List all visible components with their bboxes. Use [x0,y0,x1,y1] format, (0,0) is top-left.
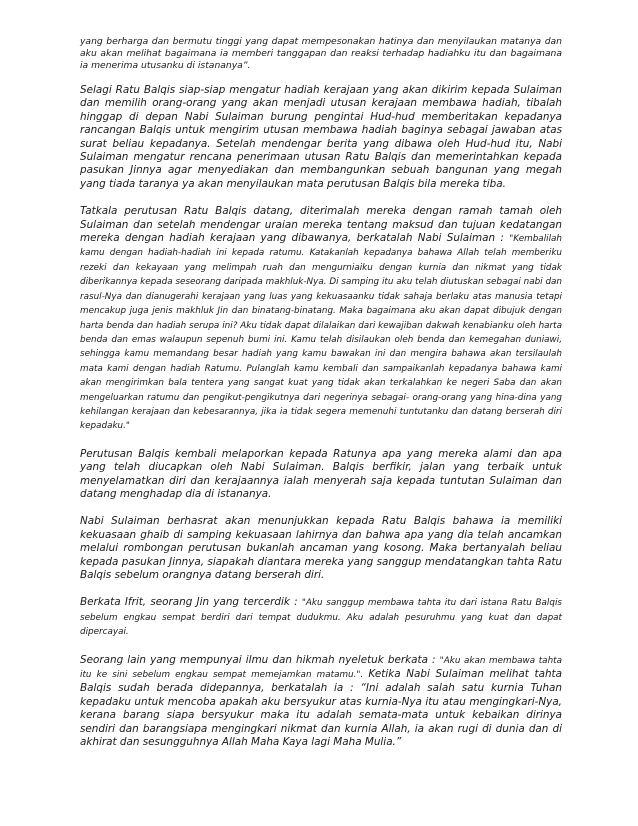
paragraph-3-intro: Tatkala perutusan Ratu Balqis datang, diterimalah mereka dengan ramah tamah oleh Sulaiman dan setelah mendengar uraian mereka tentang maksud dan tujuan kedatangan mereka dengan hadiah kerajaan yang dibawanya, berkatalah Nabi Sulaiman : [80,205,562,245]
paragraph-1-text: yang berharga dan bermutu tinggi yang dapat mempesonakan hatinya dan menyilaukan matanya dan aku akan melihat bagaimana ia memberi tanggapan dan reaksi terhadap hadiahku itu dan bagaimana ia menerima utusanku di istananya”. [80,36,562,71]
paragraph-1 [80,36,562,72]
paragraph-5 [80,515,562,582]
paragraph-7 [80,654,562,750]
paragraph-3 [80,205,562,434]
paragraph-5-text: Nabi Sulaiman berhasrat akan menunjukkan kepada Ratu Balqis bahawa ia memiliki kekuasaan ghaib di samping kekuasaan lahirnya dan bahwa apa yang dia telah ancamkan melalui rombongan perutusan bukanlah ancaman yang kosong. Maka bertanyalah beliau kepada pasukan Jinnya, siapakah diantara mereka yang sanggup mendatangkan tahta Ratu Balqis sebelum orangnya datang berserah diri. [80,515,562,581]
paragraph-7-intro: Seorang lain yang mempunyai ilmu dan hikmah nyeletuk berkata : [80,653,440,666]
document-body [80,36,562,763]
paragraph-2-text: Selagi Ratu Balqis siap-siap mengatur hadiah kerajaan yang akan dikirim kepada Sulaiman dan memilih orang-orang yang akan menjadi utusan kerajaan membawa hadiah, tibalah hinggap di depan Nabi Sulaiman burung pengintai Hud-hud memberitakan kepadanya rancangan Balqis untuk mengirim utusan membawa hadiah baginya sebagai jawaban atas surat beliau kepadanya. Setelah mendengar berita yang dibawa oleh Hud-hud itu, Nabi Sulaiman mengatur rencana penerimaan utusan Ratu Balqis dan memerintahkan kepada pasukan Jinnya agar menyediakan dan membangunkan sebuah bangunan yang megah yang tiada taranya ya akan menyilaukan mata perutusan Balqis bila mereka tiba. [80,84,562,190]
paragraph-7-closing: Ketika Nabi Sulaiman melihat tahta Balqis sudah berada didepannya, berkatalah ia : “Ini adalah salah satu kurnia Tuhan kepadaku untuk mencoba apakah aku bersyukur atas kurnia-Nya itu atau mengingkari-Nya, kerana barang siapa bersyukur maka itu adalah semata-mata untuk kebaikan dirinya sendiri dan barangsiapa mengingkari nikmat dan kurnia Allah, ia akan rugi di dunia dan di akhirat dan sesungguhnya Allah Maha Kaya lagi Maha Mulia.” [80,668,562,749]
paragraph-4-text: Perutusan Balqis kembali melaporkan kepada Ratunya apa yang mereka alami dan apa yang telah diucapkan oleh Nabi Sulaiman. Balqis berfikir, jalan yang terbaik untuk menyelamatkan diri dan kerajaannya ialah menyerah saja kepada tuntutan Sulaiman dan datang menghadap dia di istananya. [80,447,562,500]
paragraph-3-quote: "Kembalilah kamu dengan hadiah-hadiah ini kepada ratumu. Katakanlah kepadanya bahawa Allah telah memberiku rezeki dan kekayaan yang melimpah ruah dan mengurniaiku dengan kurnia dan nikmat yang tidak diberikannya kepada seseorang daripada makhluk-Nya. Di samping itu aku telah diutuskan sebagai nabi dan rasul-Nya dan dianugerahi kerajaan yang luas yang kekuasaanku tidak sahaja berlaku atas manusia tetapi mencakup juga jenis makhluk Jin dan binatang-binatang. Maka bagaimana aku akan dapat dibujuk dengan harta benda dan hadiah serupa ini? Aku tidak dapat dilalaikan dari kewajiban dakwah kenabianku oleh harta benda dan emas walaupun sepenuh bumi ini. Kamu telah disilaukan oleh benda dan kemegahan duniawi, sehingga kamu memandang besar hadiah yang kamu bawakan ini dan mengira bahawa akan tersilaulah mata kami dengan hadiah Ratumu. Pulanglah kamu kembali dan sampaikanlah kepadanya bahawa kami akan mengirimkan bala tentera yang sangat kuat yang tidak akan terkalahkan ke negeri Saba dan akan mengeluarkan ratumu dan pengikut-pengikutnya dari negerinya sebagai- orang-orang yang hina-dina yang kehilangan kerajaan dan kebesarannya, jika ia tidak segera memenuhi tuntutanku dan datang berserah diri kepadaku." [80,234,562,432]
paragraph-7-quote: "Aku akan membawa tahta itu ke sini sebelum engkau sempat memejamkan matamu.". [80,655,562,681]
paragraph-6-quote: "Aku sanggup membawa tahta itu dari istana Ratu Balqis sebelum engkau sempat berdiri dari tempat dudukmu. Aku adalah pesuruhmu yang kuat dan dapat dipercayai. [80,598,562,638]
paragraph-2 [80,84,562,191]
paragraph-6 [80,596,562,639]
paragraph-4 [80,448,562,502]
paragraph-6-intro: Berkata Ifrit, seorang Jin yang tercerdik : [80,596,302,609]
